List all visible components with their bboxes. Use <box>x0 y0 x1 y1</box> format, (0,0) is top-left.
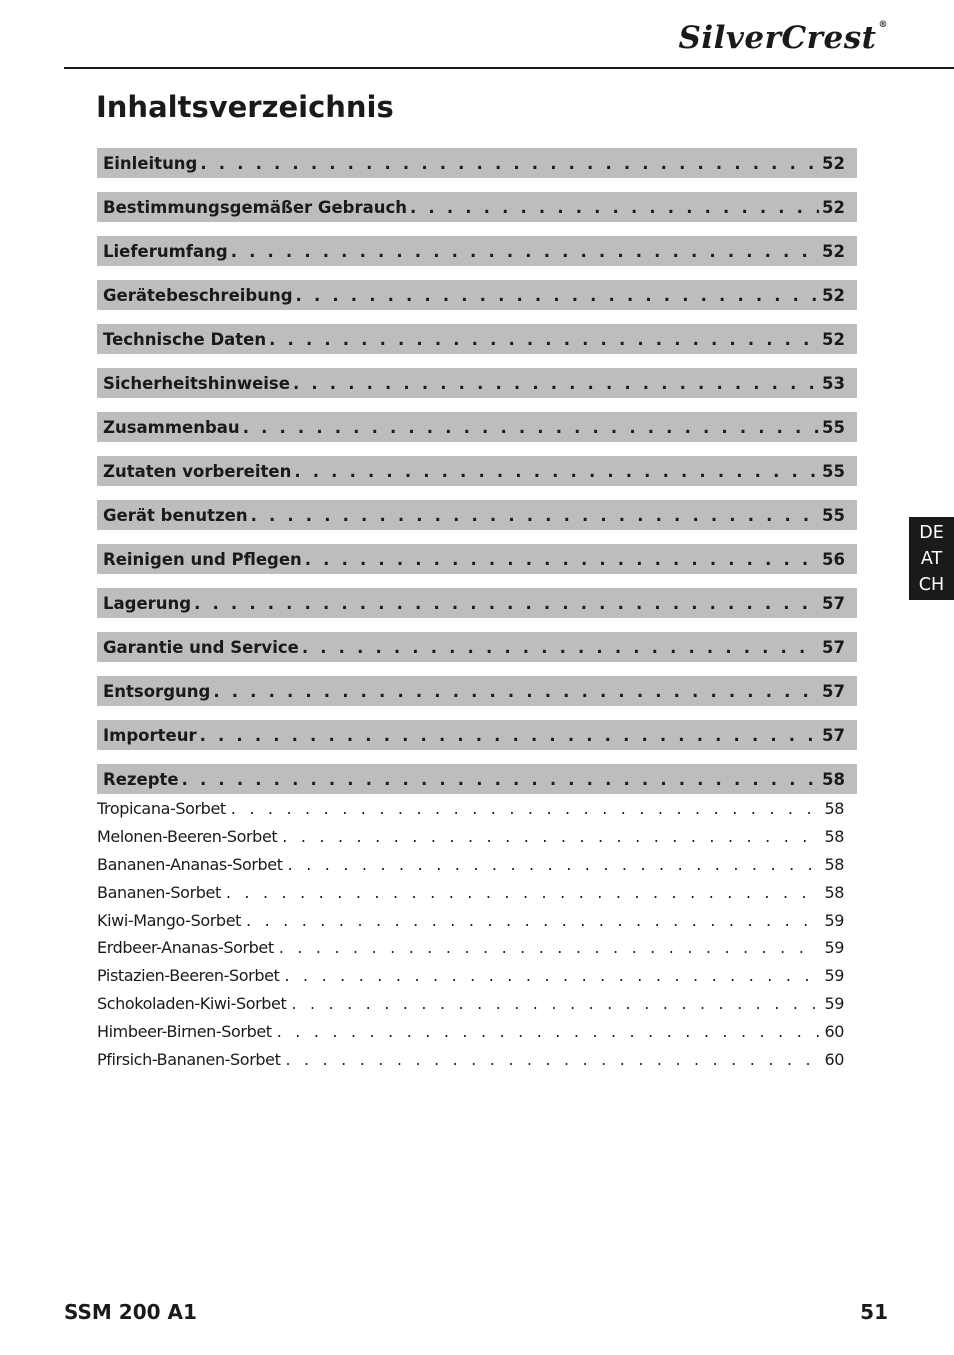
toc-entry-page: 55 <box>822 417 845 437</box>
toc-entry[interactable] <box>97 192 857 222</box>
leader-dots <box>200 154 819 173</box>
leader-dots <box>288 855 820 874</box>
brand-name: SilverCrest <box>678 20 877 56</box>
leader-dots <box>246 911 819 930</box>
leader-dots <box>226 883 820 902</box>
toc-entry-label: Gerät benutzen <box>103 505 248 525</box>
toc-entry-label: Zutaten vorbereiten <box>103 461 292 481</box>
toc-entry-label: Zusammenbau <box>103 417 240 437</box>
toc-entry-page: 57 <box>822 637 845 657</box>
toc-entry-label: Gerätebeschreibung <box>103 285 293 305</box>
toc-entry-label: Technische Daten <box>103 329 267 349</box>
leader-dots <box>291 994 819 1013</box>
toc-subentry[interactable] <box>97 906 844 934</box>
toc-entry[interactable] <box>97 280 857 310</box>
toc-entry-page: 57 <box>822 725 845 745</box>
toc-subentry-label: Kiwi-Mango-Sorbet <box>97 910 242 930</box>
toc-subentry-label: Himbeer-Birnen-Sorbet <box>97 1021 272 1041</box>
toc-subentry-label: Pfirsich-Bananen-Sorbet <box>97 1049 281 1069</box>
toc-entry-page: 57 <box>822 681 845 701</box>
page-title: Inhaltsverzeichnis <box>96 90 394 124</box>
leader-dots <box>305 550 819 569</box>
leader-dots <box>213 682 819 701</box>
toc-entry[interactable] <box>97 456 857 486</box>
toc-main-list <box>97 148 857 808</box>
footer-model-number: SSM 200 A1 <box>64 1300 197 1324</box>
toc-subentry-page: 59 <box>824 993 844 1013</box>
leader-dots <box>285 1050 819 1069</box>
toc-entry[interactable] <box>97 236 857 266</box>
toc-entry-page: 58 <box>822 769 845 789</box>
leader-dots <box>194 594 819 613</box>
toc-subentry[interactable] <box>97 823 844 851</box>
toc-entry-label: Sicherheitshinweise <box>103 373 290 393</box>
toc-subentry-page: 60 <box>824 1021 844 1041</box>
toc-subentry-page: 58 <box>824 854 844 874</box>
toc-subentry[interactable] <box>97 962 844 990</box>
toc-subentry[interactable] <box>97 934 844 962</box>
leader-dots <box>410 198 819 217</box>
leader-dots <box>294 462 819 481</box>
toc-entry-page: 57 <box>822 593 845 613</box>
toc-subentry-label: Bananen-Sorbet <box>97 882 221 902</box>
footer-page-number: 51 <box>860 1300 888 1324</box>
toc-entry-page: 52 <box>822 329 845 349</box>
toc-entry[interactable] <box>97 720 857 750</box>
toc-entry-label: Importeur <box>103 725 197 745</box>
toc-subentry-label: Tropicana-Sorbet <box>97 799 226 819</box>
leader-dots <box>200 726 819 745</box>
toc-entry-label: Reinigen und Pflegen <box>103 549 302 569</box>
toc-entry[interactable] <box>97 676 857 706</box>
toc-subentry-page: 58 <box>824 882 844 902</box>
leader-dots <box>231 242 819 261</box>
registered-mark: ® <box>878 20 888 30</box>
toc-subentry-label: Melonen-Beeren-Sorbet <box>97 827 278 847</box>
toc-entry-page: 53 <box>822 373 845 393</box>
toc-entry-page: 52 <box>822 285 845 305</box>
language-code-at: AT <box>920 548 943 569</box>
toc-entry[interactable] <box>97 148 857 178</box>
toc-entry-label: Bestimmungsgemäßer Gebrauch <box>103 197 408 217</box>
toc-entry-label: Lieferumfang <box>103 241 228 261</box>
language-code-de: DE <box>919 522 944 543</box>
toc-entry[interactable] <box>97 588 857 618</box>
toc-subentry[interactable] <box>97 878 844 906</box>
language-code-ch: CH <box>918 574 945 595</box>
toc-entry-label: Garantie und Service <box>103 637 299 657</box>
toc-entry-page: 52 <box>822 197 845 217</box>
toc-subentry[interactable] <box>97 1045 844 1073</box>
toc-entry-page: 52 <box>822 241 845 261</box>
toc-entry[interactable] <box>97 764 857 794</box>
toc-entry-page: 56 <box>822 549 845 569</box>
toc-subentry[interactable] <box>97 990 844 1018</box>
toc-subentry-page: 59 <box>824 938 844 958</box>
toc-entry-page: 55 <box>822 461 845 481</box>
language-tab <box>909 517 954 600</box>
brand-logo <box>678 20 888 56</box>
leader-dots <box>231 799 820 818</box>
toc-subentry-label: Erdbeer-Ananas-Sorbet <box>97 938 274 958</box>
toc-entry-label: Einleitung <box>103 153 198 173</box>
toc-subentry-page: 58 <box>824 827 844 847</box>
leader-dots <box>269 330 819 349</box>
leader-dots <box>284 966 819 985</box>
toc-subentry-label: Schokoladen-Kiwi-Sorbet <box>97 993 287 1013</box>
toc-entry-page: 52 <box>822 153 845 173</box>
header-divider <box>64 67 954 69</box>
toc-subentry[interactable] <box>97 795 844 823</box>
leader-dots <box>243 418 819 437</box>
toc-entry[interactable] <box>97 632 857 662</box>
toc-subentry-page: 59 <box>824 966 844 986</box>
leader-dots <box>182 770 819 789</box>
toc-subentry[interactable] <box>97 1017 844 1045</box>
toc-subentry[interactable] <box>97 851 844 879</box>
toc-entry[interactable] <box>97 324 857 354</box>
toc-entry[interactable] <box>97 544 857 574</box>
leader-dots <box>296 286 819 305</box>
leader-dots <box>282 827 819 846</box>
toc-entry-page: 55 <box>822 505 845 525</box>
leader-dots <box>251 506 819 525</box>
leader-dots <box>279 938 820 957</box>
leader-dots <box>293 374 819 393</box>
toc-entry-label: Entsorgung <box>103 681 211 701</box>
leader-dots <box>277 1022 820 1041</box>
toc-subentry-page: 60 <box>824 1049 844 1069</box>
toc-subentry-label: Pistazien-Beeren-Sorbet <box>97 966 280 986</box>
toc-subentry-page: 58 <box>824 799 844 819</box>
toc-entry-label: Rezepte <box>103 769 179 789</box>
toc-entry[interactable] <box>97 368 857 398</box>
leader-dots <box>302 638 819 657</box>
toc-entry[interactable] <box>97 412 857 442</box>
toc-entry-label: Lagerung <box>103 593 192 613</box>
toc-entry[interactable] <box>97 500 857 530</box>
toc-subentry-label: Bananen-Ananas-Sorbet <box>97 854 283 874</box>
toc-recipe-list <box>97 795 844 1073</box>
toc-subentry-page: 59 <box>824 910 844 930</box>
